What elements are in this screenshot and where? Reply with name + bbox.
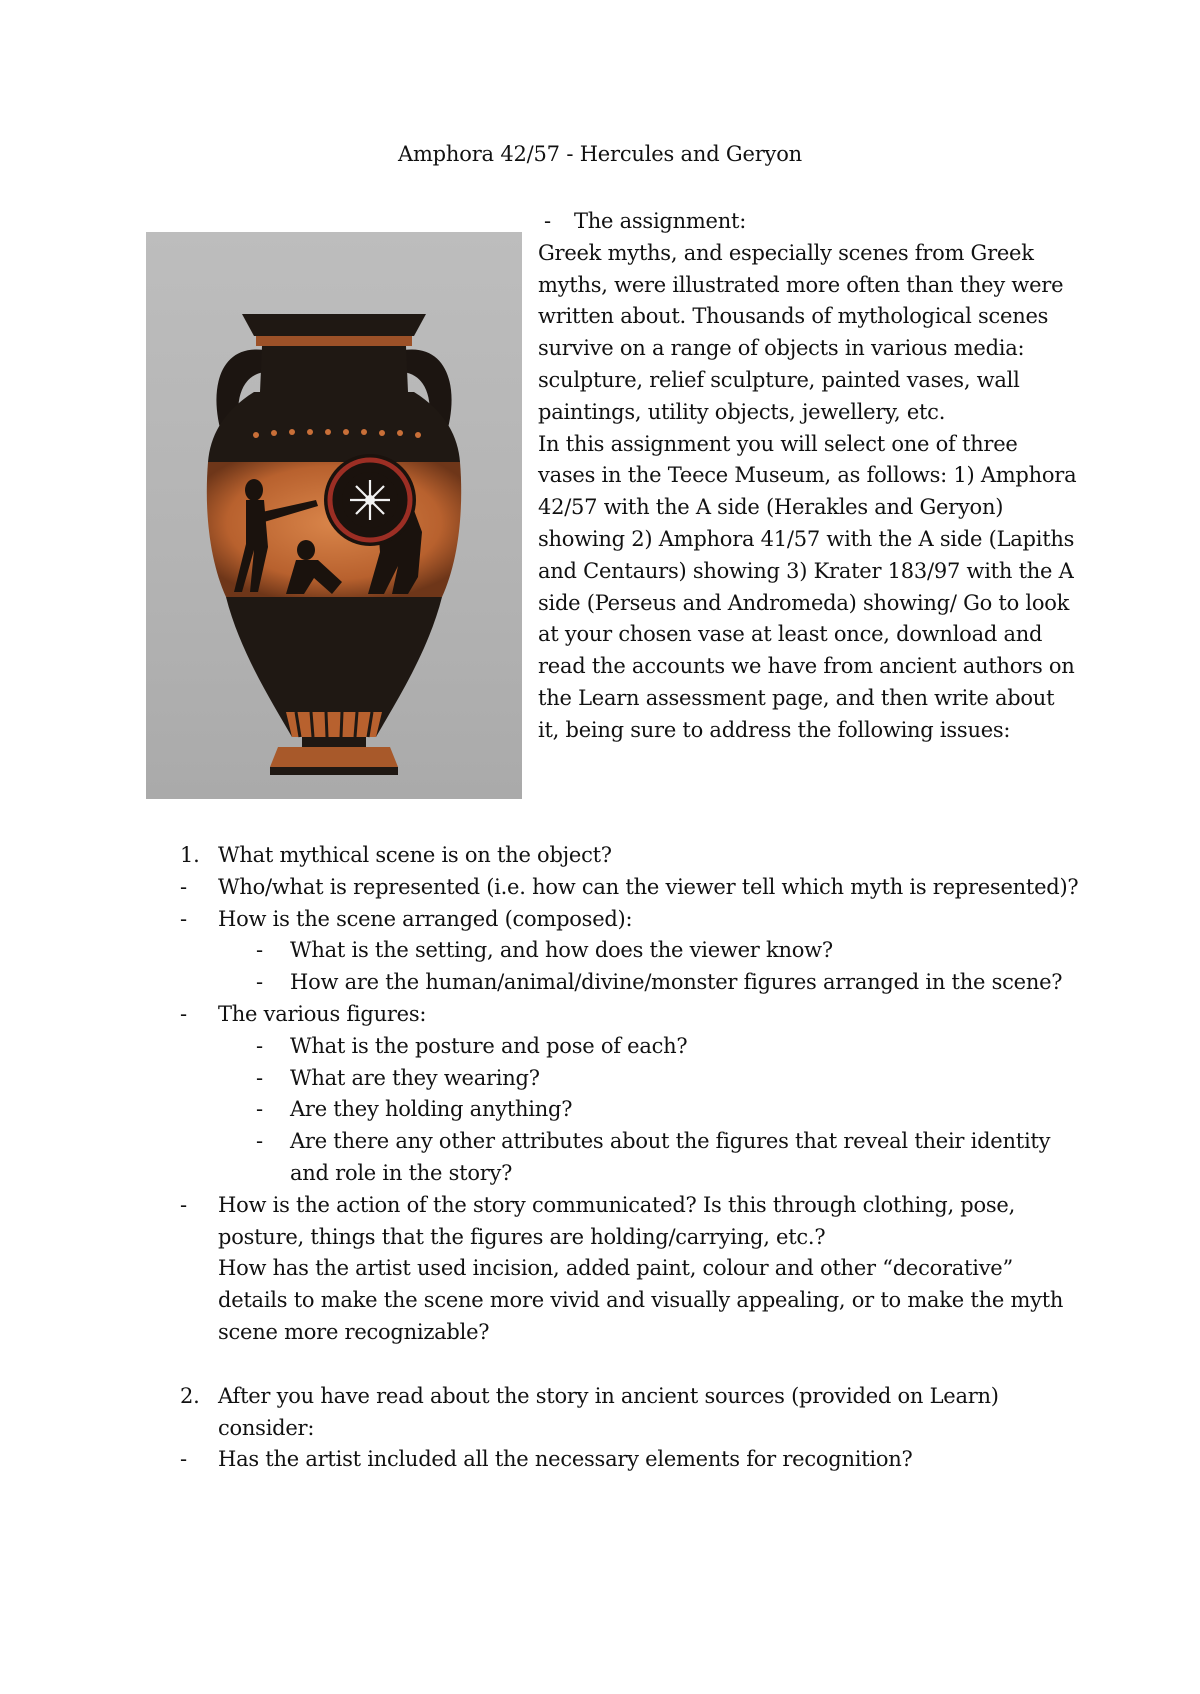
list-item — [180, 872, 1080, 904]
list-item-text: What mythical scene is on the object? — [218, 843, 612, 867]
amphora-illustration — [146, 232, 522, 799]
question-list — [180, 840, 1080, 1476]
list-item — [180, 935, 1080, 967]
heading-text: The assignment: — [574, 209, 747, 233]
list-marker: - — [180, 1192, 187, 1217]
list-item — [180, 1381, 1080, 1445]
list-marker: - — [256, 1097, 263, 1122]
list-item-text: After you have read about the story in ancient sources (provided on Learn) consider: — [218, 1383, 999, 1440]
list-marker: - — [180, 1447, 187, 1472]
list-marker: - — [256, 1065, 263, 1090]
list-item — [180, 904, 1080, 936]
list-item-text: Are there any other attributes about the figures that reveal their identity and role in the story? — [290, 1129, 1051, 1185]
list-marker: 2. — [180, 1383, 200, 1408]
list-item-text: Has the artist included all the necessary elements for recognition? — [218, 1447, 913, 1472]
list-item — [180, 1444, 1080, 1476]
assignment-intro — [538, 206, 1078, 747]
list-marker: - — [256, 1129, 263, 1154]
heading-bullet: - — [544, 209, 551, 233]
list-item — [180, 1063, 1080, 1095]
list-item — [180, 1031, 1080, 1063]
list-marker: - — [256, 970, 263, 995]
list-marker: - — [180, 1001, 187, 1026]
list-marker: - — [256, 1033, 263, 1058]
list-item-text: What is the posture and pose of each? — [290, 1033, 688, 1058]
list-item-text: How are the human/animal/divine/monster figures arranged in the scene? — [290, 970, 1063, 995]
list-item-text: Are they holding anything? — [290, 1097, 573, 1122]
list-item-text: How is the action of the story communicated? Is this through clothing, pose, posture, things that the figures are holding/carrying, etc.? — [218, 1192, 1016, 1249]
list-item-text: The various figures: — [218, 1001, 427, 1026]
list-item-text: How has the artist used incision, added paint, colour and other “decorative” details to make the scene more vivid and visually appealing, or to make the myth scene more recognizable? — [218, 1256, 1064, 1344]
list-item — [180, 840, 1080, 872]
list-marker: 1. — [180, 843, 200, 867]
list-item — [180, 1126, 1080, 1190]
intro-paragraph-1: Greek myths, and especially scenes from Greek myths, were illustrated more often than they were written about. Thousands of mythological scenes survive on a range of objects in various media: sculpture, relief sculpture, painted vases, wall paintings, utility objects, jewellery, etc. — [538, 240, 1064, 424]
document-title: Amphora 42/57 - Hercules and Geryon — [398, 142, 802, 166]
list-item-text: What are they wearing? — [290, 1065, 540, 1090]
list-item — [180, 967, 1080, 999]
list-marker: - — [256, 938, 263, 963]
intro-paragraph-2: In this assignment you will select one of three vases in the Teece Museum, as follows: 1) Amphora 42/57 with the A side (Herakles and Geryon) showing 2) Amphora 41/57 with the A side (Lapiths and Centaurs) showing 3) Krater 183/97 with the A side (Perseus and Andromeda) showing/ Go to look at your chosen vase at least once, download and read the accounts we have from ancient authors on the Learn assessment page, and then write about it, being sure to address the following issues: — [538, 431, 1077, 742]
list-item-text: Who/what is represented (i.e. how can the viewer tell which myth is represented)? — [218, 874, 1079, 899]
list-item — [180, 1253, 1080, 1348]
assignment-heading — [538, 206, 1078, 238]
list-item — [180, 999, 1080, 1031]
list-item-text: How is the scene arranged (composed): — [218, 906, 633, 931]
list-item-text: What is the setting, and how does the viewer know? — [290, 938, 833, 963]
list-item — [180, 1094, 1080, 1126]
list-marker: - — [180, 874, 187, 899]
list-marker: - — [180, 906, 187, 931]
amphora-photo — [146, 232, 522, 799]
list-item — [180, 1190, 1080, 1254]
